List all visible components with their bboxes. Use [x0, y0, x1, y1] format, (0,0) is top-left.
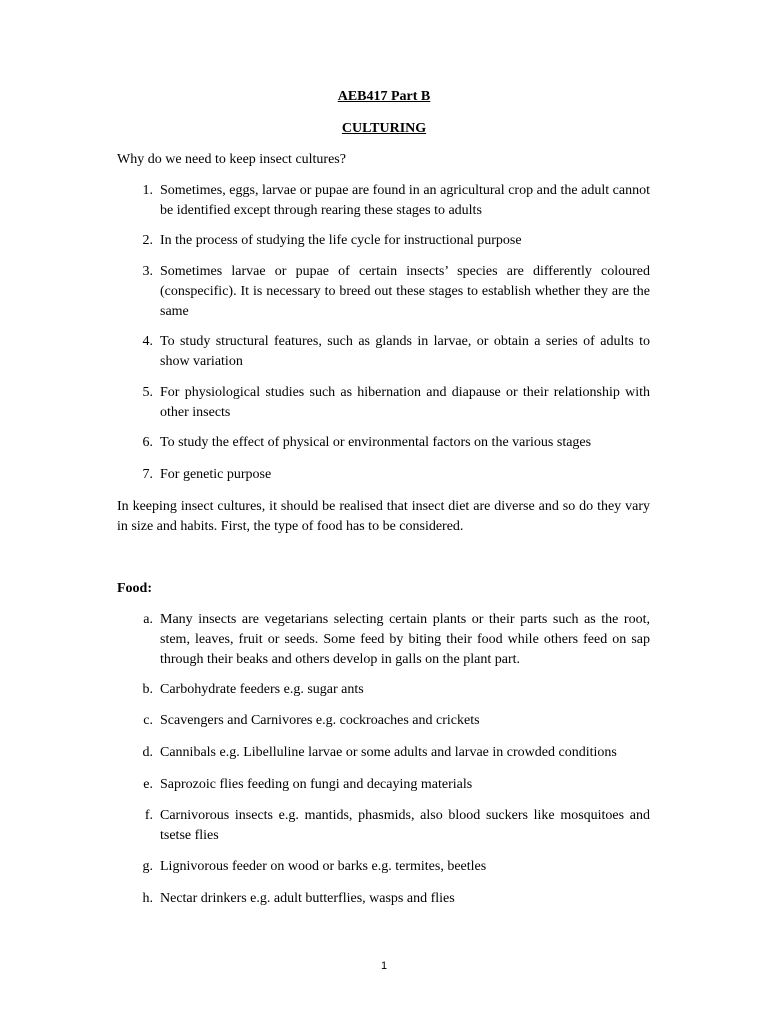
list-item-text: Saprozoic flies feeding on fungi and decaying materials [160, 777, 473, 792]
list-item-text: Sometimes, eggs, larvae or pupae are found in an agricultural crop and the adult cannot be identified except through rearing these stages to adults [160, 183, 650, 218]
course-title: AEB417 Part B [337, 89, 431, 104]
list-item-text: Nectar drinkers e.g. adult butterflies, wasps and flies [160, 891, 455, 906]
list-item-text: For physiological studies such as hibernation and diapause or their relationship with other insects [160, 385, 650, 420]
list-item [117, 332, 650, 372]
list-marker: b. [142, 682, 153, 697]
list-item-text: Sometimes larvae or pupae of certain insects’ species are differently coloured (conspecific). It is necessary to breed out these stages to establish whether they are the same [160, 264, 650, 319]
list-item [117, 465, 650, 485]
list-item [117, 806, 650, 846]
list-marker: 2. [142, 233, 153, 248]
list-item [117, 680, 650, 700]
list-item [117, 743, 650, 763]
list-marker: h. [142, 891, 153, 906]
list-item-text: Cannibals e.g. Libelluline larvae or some adults and larvae in crowded conditions [160, 745, 617, 760]
list-item-text: Carnivorous insects e.g. mantids, phasmids, also blood suckers like mosquitoes and tsetse flies [160, 808, 650, 843]
list-marker: 7. [142, 467, 153, 482]
list-item [117, 857, 650, 877]
cultures-paragraph: In keeping insect cultures, it should be realised that insect diet are diverse and so do they vary in size and habits. First, the type of food has to be considered. [117, 499, 650, 534]
list-marker: 6. [142, 435, 153, 450]
page-number: 1 [380, 960, 388, 972]
list-marker: d. [142, 745, 153, 760]
list-item [117, 711, 650, 731]
list-item [117, 889, 650, 909]
list-item [117, 383, 650, 423]
list-item-text: Many insects are vegetarians selecting certain plants or their parts such as the root, stem, leaves, fruit or seeds. Some feed by biting their food while others feed on sap through their beaks and others develop in galls on the plant part. [160, 612, 650, 667]
list-item [117, 231, 650, 251]
list-marker: 1. [142, 183, 153, 198]
list-marker: 4. [142, 334, 153, 349]
list-item-text: In the process of studying the life cycle for instructional purpose [160, 233, 522, 248]
list-item [117, 181, 650, 221]
food-heading: Food: [117, 581, 152, 596]
list-item-text: Carbohydrate feeders e.g. sugar ants [160, 682, 364, 697]
list-marker: f. [144, 808, 153, 823]
list-item-text: Lignivorous feeder on wood or barks e.g. termites, beetles [160, 859, 487, 874]
list-item-text: For genetic purpose [160, 467, 272, 482]
list-marker: 3. [142, 264, 153, 279]
list-item [117, 262, 650, 322]
list-item [117, 775, 650, 795]
list-marker: e. [143, 777, 153, 792]
list-item-text: To study structural features, such as glands in larvae, or obtain a series of adults to show variation [160, 334, 650, 369]
list-marker: 5. [142, 385, 153, 400]
section-title: CULTURING [341, 121, 427, 136]
list-item-text: Scavengers and Carnivores e.g. cockroaches and crickets [160, 713, 480, 728]
list-marker: g. [142, 859, 153, 874]
list-item-text: To study the effect of physical or environmental factors on the various stages [160, 435, 592, 450]
intro-question: Why do we need to keep insect cultures? [117, 152, 346, 167]
list-marker: a. [143, 612, 153, 627]
list-item [117, 610, 650, 670]
list-marker: c. [143, 713, 153, 728]
list-item [117, 433, 650, 453]
